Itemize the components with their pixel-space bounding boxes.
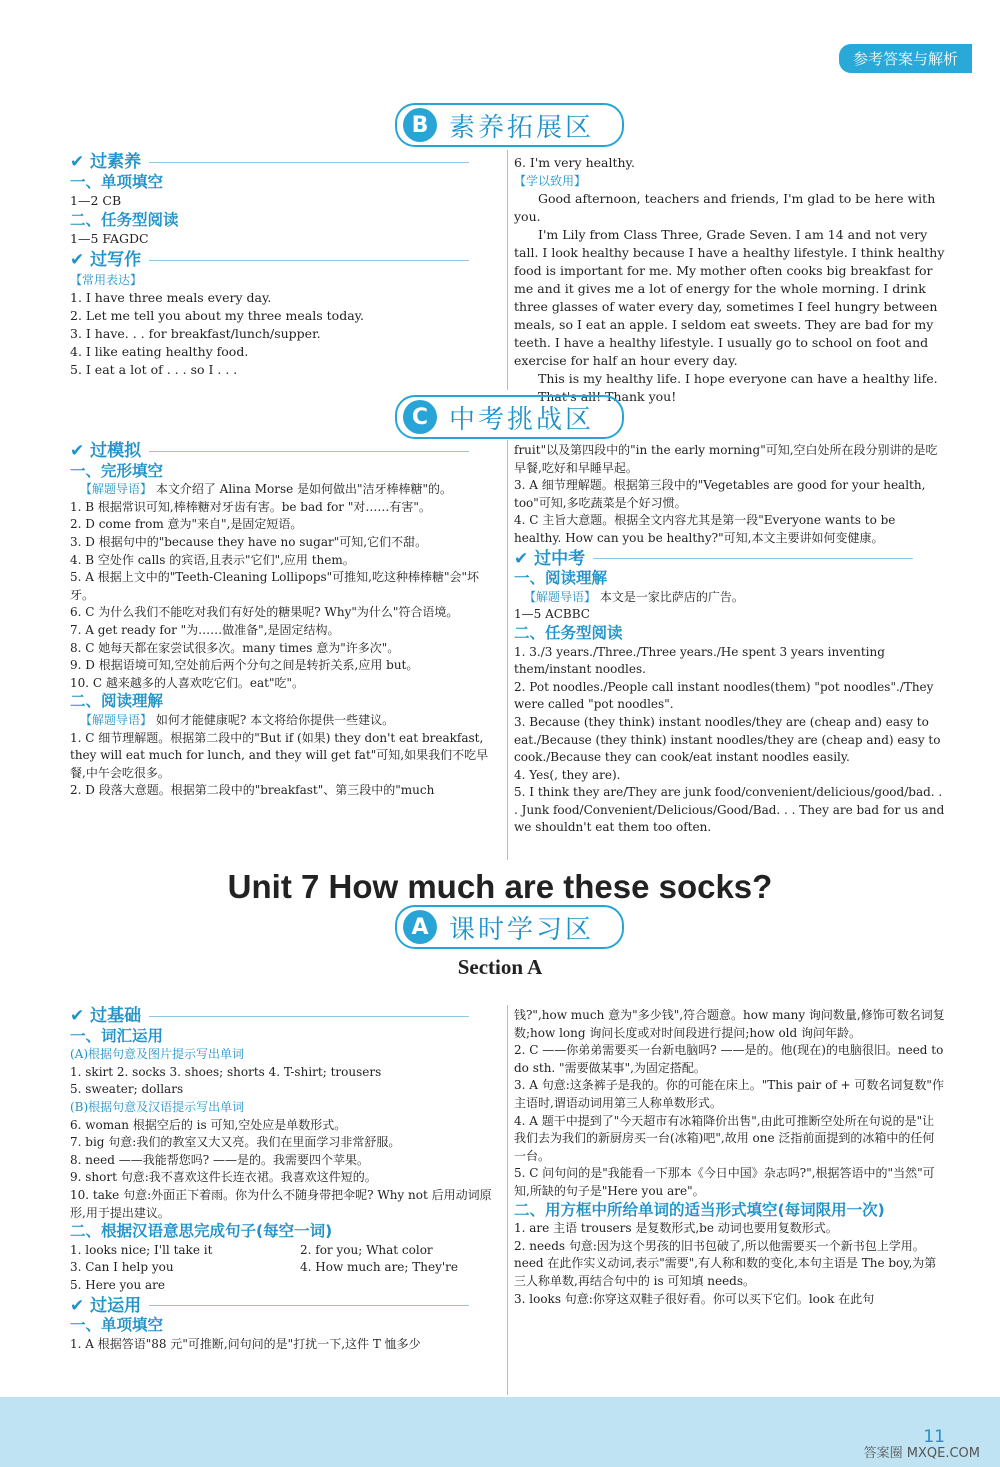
- heading: ✔ 过素养: [70, 153, 500, 171]
- subheading: 二、任务型阅读: [70, 211, 179, 229]
- divider: [507, 440, 508, 860]
- line: 4. I like eating healthy food.: [70, 344, 249, 359]
- subheading: 一、单项填空: [70, 173, 164, 191]
- item: 1. B 根据常识可知,棒棒糖对牙齿有害。be bad for "对……有害"。: [70, 499, 431, 514]
- line: 1. I have three meals every day.: [70, 290, 272, 305]
- item: 4. Yes(, they are).: [514, 767, 621, 782]
- item: 7. big 句意:我们的教室又大又亮。我们在里面学习非常舒服。: [70, 1135, 401, 1150]
- page-number: 11: [923, 1427, 945, 1447]
- heading: ✔ 过写作: [70, 251, 500, 269]
- item: 1. A 根据答语"88 元"可推断,问句问的是"打扰一下,这件 T 恤多少: [70, 1336, 421, 1351]
- item: 1. C 细节理解题。根据第二段中的"But if (如果) they don't eat breakfast, they will eat much for lunch, and they will get fat"可知,如果我们不吃早餐,中午会吃很多。: [70, 730, 489, 780]
- subheading: 二、阅读理解: [70, 692, 164, 711]
- item: 9. short 句意:我不喜欢这件长连衣裙。我喜欢这件短的。: [70, 1170, 377, 1185]
- continuation: 钱?",how much 意为"多少钱",符合题意。how many 询问数量,修饰可数名词复数;how long 询问长度或对时间段进行提问;how old 询问年龄。: [514, 1008, 945, 1040]
- item: 8. need ——我能帮您吗? ——是的。我需要四个苹果。: [70, 1152, 369, 1167]
- subheading: 一、单项填空: [70, 1316, 164, 1335]
- paragraph: Good afternoon, teachers and friends, I'm glad to be here with you.: [514, 191, 936, 224]
- divider: [507, 1005, 508, 1395]
- band-letter: B: [403, 108, 437, 142]
- heading: ✔ 过模拟: [70, 443, 500, 461]
- paragraph: I'm Lily from Class Three, Grade Seven. I am 14 and not very tall. I look healthy because I have a healthy lifestyle. I think healthy food is important for me. My mother often cooks big breakfast for me and it gives me a lot of energy for the whole morning. I drink three glasses of water every day, sometimes I feel hungry between meals, so I eat an apple. I seldom eat sweets. They are bad for my teeth. I have a healthy lifestyle. I usually go to school on foot and exercise for half an hour every day.: [514, 227, 945, 368]
- item: 7. A get ready for "为……做准备",是固定结构。: [70, 622, 340, 637]
- subsection-label: (B)根据句意及汉语提示写出单词: [70, 1099, 245, 1114]
- tag-label: 【学以致用】: [514, 174, 587, 188]
- tag-label: 【常用表达】: [70, 273, 143, 287]
- item: 5. A 根据上文中的"Teeth-Cleaning Lollipops"可推知,吃这种棒棒糖"会"坏牙。: [70, 570, 480, 602]
- divider: [507, 150, 508, 390]
- line: 2. Let me tell you about my three meals today.: [70, 308, 365, 323]
- band-title: 课时学习区: [449, 914, 595, 945]
- line: 1. skirt 2. socks 3. shoes; shorts 4. T-shirt; trousers: [70, 1064, 382, 1079]
- item: 3. Because (they think) instant noodles/they are (cheap and) easy to eat./Because (they think) instant noodles/they are (cheap and) easy to cook./Because they can cook/eat instant noodles easily.: [514, 714, 941, 765]
- a-right-column: [514, 1007, 946, 1308]
- section-band-c: [395, 395, 624, 439]
- heading: ✔ 过运用: [70, 1298, 500, 1316]
- item: 3. A 句意:这条裤子是我的。你的可能在床上。"This pair of + 可数名词复数"作主语时,谓语动词用第三人称单数形式。: [514, 1078, 944, 1110]
- answer: 1—5 ACBBC: [514, 607, 590, 622]
- paragraph: This is my healthy life. I hope everyone can have a healthy life.: [538, 371, 938, 386]
- paragraph: That's all! Thank you!: [538, 389, 677, 404]
- answer: 1—5 FAGDC: [70, 231, 149, 246]
- answer-row: 5. Here you are: [70, 1277, 166, 1292]
- heading: ✔ 过中考: [514, 551, 946, 569]
- band-title: 素养拓展区: [449, 112, 595, 143]
- b-left-column: [70, 150, 500, 379]
- subheading: 二、任务型阅读: [514, 623, 623, 642]
- item: 4. A 题干中提到了"今天超市有冰箱降价出售",由此可推断空处所在句说的是"让我们去为我们的新厨房买一台(冰箱)吧",故用 one 泛指前面提到的冰箱中的任何一台。: [514, 1113, 935, 1163]
- item: 10. take 句意:外面正下着雨。你为什么不随身带把伞呢? Why not 后用动词原形,用于提出建议。: [70, 1187, 492, 1220]
- subheading: 二、用方框中所给单词的适当形式填空(每词限用一次): [514, 1200, 885, 1219]
- section-band-b: [395, 103, 624, 147]
- subheading: 二、根据汉语意思完成句子(每空一词): [70, 1222, 333, 1241]
- item: 3. looks 句意:你穿这双鞋子很好看。你可以买下它们。look 在此句: [514, 1291, 875, 1306]
- c-right-column: [514, 442, 946, 837]
- answer-row: 3. Can I help you 4. How much are; They're: [70, 1260, 459, 1275]
- item: 2. D come from 意为"来自",是固定短语。: [70, 517, 303, 532]
- answer-tag: 参考答案与解析: [839, 44, 972, 73]
- watermark: 答案圈 MXQE.COM: [863, 1446, 980, 1461]
- item: 3. D 根据句中的"because they have no sugar"可知,它们不甜。: [70, 534, 428, 549]
- line: 5. I eat a lot of . . . so I . . .: [70, 362, 238, 377]
- unit-title: Unit 7 How much are these socks?: [227, 868, 773, 905]
- guide: 【解题导语】 本文介绍了 Alina Morse 是如何做出"洁牙棒棒糖"的。: [80, 482, 453, 497]
- item: 5. C 问句问的是"我能看一下那本《今日中国》杂志吗?",根据答语中的"当然"可知,所缺的句子是"Here you are"。: [514, 1166, 935, 1198]
- item: 6. woman 根据空后的 is 可知,空处应是单数形式。: [70, 1117, 347, 1132]
- item: 3. A 细节理解题。根据第三段中的"Vegetables are good for your health, too"可知,多吃蔬菜是个好习惯。: [514, 478, 926, 510]
- b-right-column: [514, 154, 946, 406]
- item: 2. C ——你弟弟需要买一台新电脑吗? ——是的。他(现在)的电脑很旧。need to do sth. "需要做某事",为固定搭配。: [514, 1043, 944, 1075]
- band-letter: C: [403, 400, 437, 434]
- answer-row: 1. looks nice; I'll take it 2. for you; What color: [70, 1242, 433, 1257]
- band-title: 中考挑战区: [449, 404, 595, 435]
- c-left-column: [70, 440, 500, 800]
- item: 9. D 根据语境可知,空处前后两个分句之间是转折关系,应用 but。: [70, 658, 419, 673]
- subheading: 一、阅读理解: [514, 569, 608, 588]
- line: 5. sweater; dollars: [70, 1082, 184, 1097]
- item: 8. C 她每天都在家尝试很多次。many times 意为"许多次"。: [70, 640, 400, 655]
- a-left-column: [70, 1005, 500, 1353]
- item: 2. D 段落大意题。根据第二段中的"breakfast"、第三段中的"much: [70, 783, 435, 798]
- subheading: 一、词汇运用: [70, 1026, 164, 1045]
- item: 4. B 空处作 calls 的宾语,且表示"它们",应用 them。: [70, 552, 355, 567]
- heading: ✔ 过基础: [70, 1008, 500, 1026]
- line: 3. I have. . . for breakfast/lunch/supper.: [70, 326, 321, 341]
- item: 1. 3./3 years./Three./Three years./He spent 3 years inventing them/instant noodles.: [514, 644, 885, 677]
- section-band-a: [395, 905, 624, 949]
- answer: 1—2 CB: [70, 193, 122, 208]
- line: 6. I'm very healthy.: [514, 155, 635, 170]
- footer-band: [0, 1397, 1000, 1467]
- item: 1. are 主语 trousers 是复数形式,be 动词也要用复数形式。: [514, 1221, 838, 1236]
- guide: 【解题导语】 本文是一家比萨店的广告。: [524, 589, 744, 604]
- band-letter: A: [403, 910, 437, 944]
- subheading: 一、完形填空: [70, 461, 164, 480]
- section-title: Section A: [457, 955, 543, 979]
- guide: 【解题导语】 如何才能健康呢? 本文将给你提供一些建议。: [80, 712, 395, 727]
- item: 2. Pot noodles./People call instant noodles(them) "pot noodles"./They were called "pot noodles".: [514, 679, 934, 712]
- item: 6. C 为什么我们不能吃对我们有好处的糖果呢? Why"为什么"符合语境。: [70, 605, 459, 620]
- item: 5. I think they are/They are junk food/convenient/delicious/good/bad. . . Junk food/Convenient/Delicious/Good/Bad. . . They are bad for us and we shouldn't eat them too often.: [514, 785, 945, 835]
- subsection-label: (A)根据句意及图片提示写出单词: [70, 1047, 245, 1062]
- item: 4. C 主旨大意题。根据全文内容尤其是第一段"Everyone wants to be healthy. How can you be healthy?"可知,本文主要讲如何变健康。: [514, 513, 896, 545]
- item: 10. C 越来越多的人喜欢吃它们。eat"吃"。: [70, 675, 305, 690]
- continuation: fruit"以及第四段中的"in the early morning"可知,空白处所在段分别讲的是吃早餐,吃好和早睡早起。: [514, 443, 938, 475]
- item: 2. needs 句意:因为这个男孩的旧书包破了,所以他需要买一个新书包上学用。need 在此作实义动词,表示"需要",有人称和数的变化,本句主语是 The boy,为第三人称单数,再结合句中的 is 可知填 needs。: [514, 1238, 937, 1288]
